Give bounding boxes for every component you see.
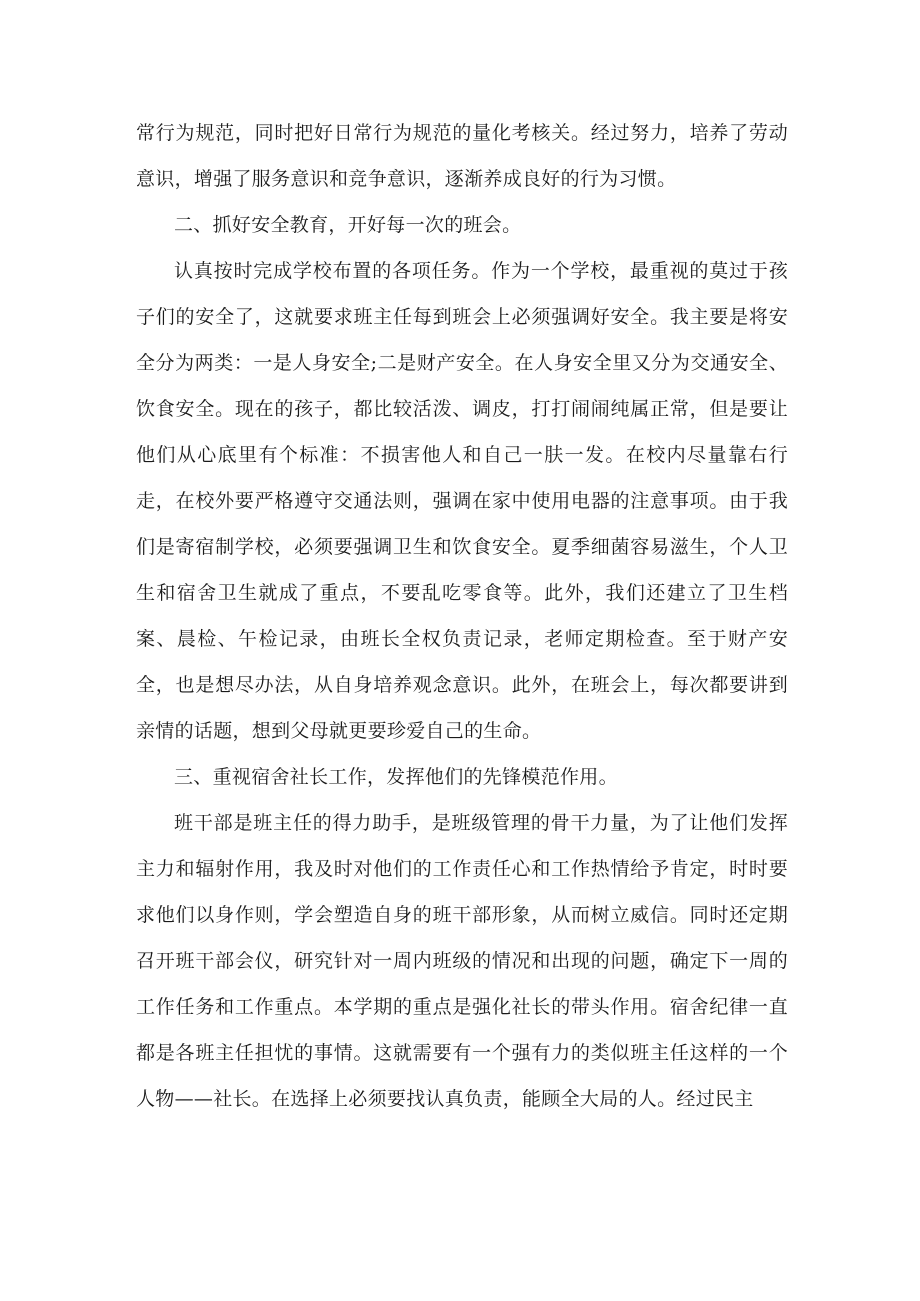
paragraph-continuation: 常行为规范，同时把好日常行为规范的量化考核关。经过努力，培养了劳动意识，增强了服务意识和竞争意识，逐渐养成良好的行为习惯。 (136, 122, 788, 190)
section-heading-safety: 二、抓好安全教育，开好每一次的班会。 (174, 214, 522, 236)
paragraph-dorm: 班干部是班主任的得力助手，是班级管理的骨干力量，为了让他们发挥主力和辐射作用，我及时对他们的工作责任心和工作热情给予肯定，时时要求他们以身作则，学会塑造自身的班干部形象，从而树立威信。同时还定期召开班干部会仪，研究针对一周内班级的情况和出现的问题，确定下一周的工作任务和工作重点。本学期的重点是强化社长的带头作用。宿舍纪律一直都是各班主任担忧的事情。这就需要有一个强有力的类似班主任这样的一个人物——社长。在选择上必须要找认真负责，能顾全大局的人。经过民主 (136, 812, 788, 1110)
paragraph-safety: 认真按时完成学校布置的各项任务。作为一个学校，最重视的莫过于孩子们的安全了，这就要求班主任每到班会上必须强调好安全。我主要是将安全分为两类：一是人身安全;二是财产安全。在人身安全里又分为交通安全、饮食安全。现在的孩子，都比较活泼、调皮，打打闹闹纯属正常，但是要让他们从心底里有个标准：不损害他人和自己一肤一发。在校内尽量靠右行走，在校外要严格遵守交通法则，强调在家中使用电器的注意事项。由于我们是寄宿制学校，必须要强调卫生和饮食安全。夏季细菌容易滋生，个人卫生和宿舍卫生就成了重点，不要乱吃零食等。此外，我们还建立了卫生档案、晨检、午检记录，由班长全权负责记录，老师定期检查。至于财产安全，也是想尽办法，从自身培养观念意识。此外，在班会上，每次都要讲到亲情的话题，想到父母就更要珍爱自己的生命。 (136, 260, 788, 742)
section-heading-dorm: 三、重视宿舍社长工作，发挥他们的先锋模范作用。 (174, 766, 618, 788)
document-body (136, 110, 788, 1122)
